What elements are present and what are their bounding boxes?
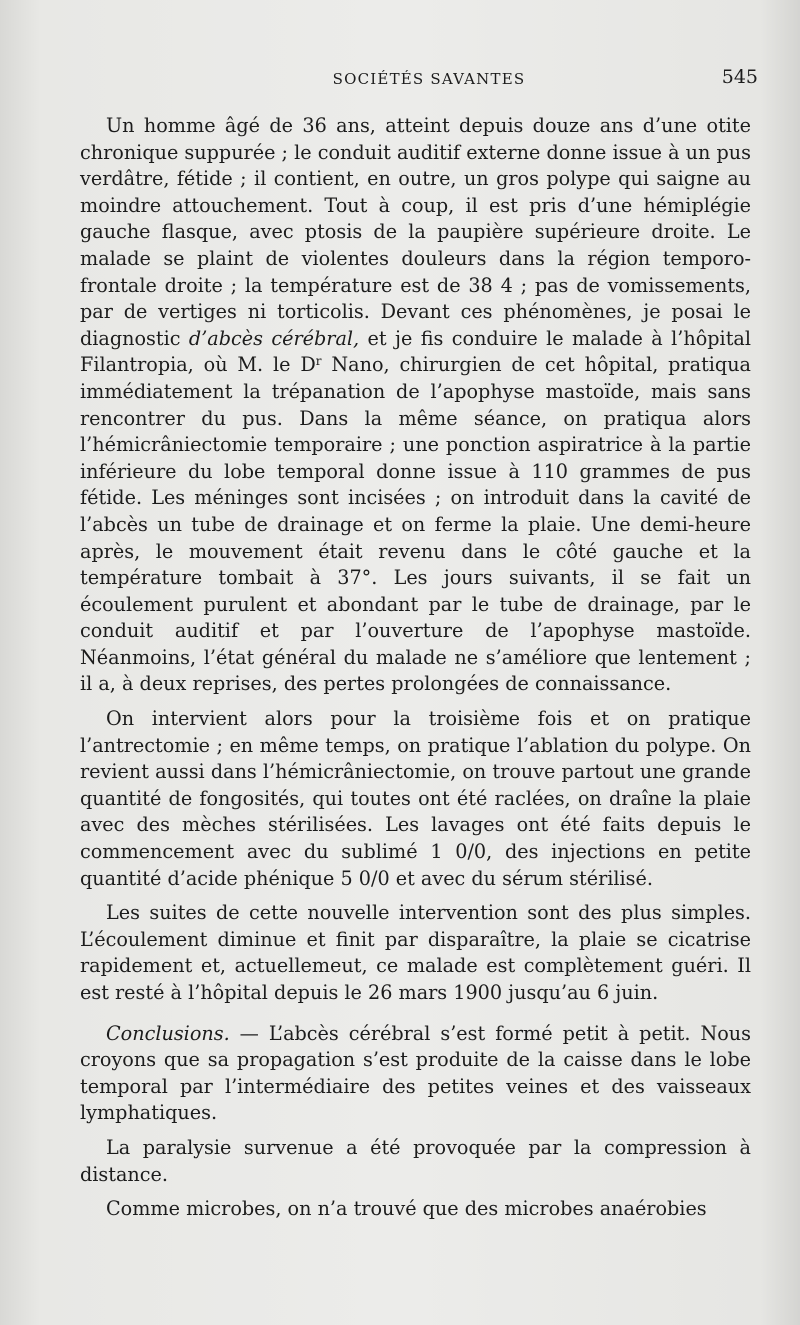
case-report-text-2: et je fis conduire le malade à l’hôpital Filantropia, où M. le D: [80, 326, 751, 377]
conclusions-heading: Conclusions.: [106, 1021, 230, 1045]
paragraph-paralysis: La paralysie survenue a été provoquée par la compression à distance.: [80, 1135, 751, 1186]
running-title: SOCIÉTÉS SAVANTES: [332, 70, 526, 88]
case-report-text-1: Un homme âgé de 36 ans, atteint depuis douze ans d’une otite chronique suppurée ; le conduit auditif externe donne issue à un pus verdâtre, fétide ; il contient, en outre, un gros polype qui saigne au moindre attouchement. Tout à coup, il est pris d’une hémiplégie gauche flasque, avec ptosis de la paupière supérieure droite. Le malade se plaint de violentes douleurs dans la région temporo-frontale droite ; la température est de 38 4 ; pas de vomissements, par de vertiges ni torticolis. Devant ces phénomènes, je posai le diagnostic: [80, 114, 751, 350]
paragraph-third-intervention: On intervient alors pour la troisième fois et on pratique l’antrectomie ; en même temps, on pratique l’ablation du polype. On revient aussi dans l’hémicrâniectomie, on trouve partout une grande quantité de fongosités, qui toutes ont été raclées, on draîne la plaie avec des mèches stérilisées. Les lavages ont été faits depuis le commencement avec du sublimé 1 0/0, des injections en petite quantité d’acide phénique 5 0/0 et avec du sérum stérilisé.: [80, 707, 751, 890]
page-body: [80, 113, 751, 1223]
doctor-superscript: r: [315, 354, 322, 369]
page-number: 545: [721, 66, 758, 88]
paragraph-case-report: [80, 113, 751, 698]
paragraph-outcome: Les suites de cette nouvelle intervention sont des plus simples. L’écoulement diminue et finit par disparaître, la plaie se cicatrise rapidement et, actuellemeut, ce malade est complètement guéri. Il est resté à l’hôpital depuis le 26 mars 1900 jusqu’au 6 juin.: [80, 901, 751, 1004]
paragraph-conclusions: [80, 1021, 751, 1127]
conclusions-text: — L’abcès cérébral s’est formé petit à petit. Nous croyons que sa propagation s’est produite de la caisse dans le lobe temporal par l’intermédiaire des petites veines et des vaisseaux lymphatiques.: [80, 1021, 751, 1125]
page-header: [80, 66, 758, 100]
diagnosis-italic: d’abcès cérébral,: [188, 326, 360, 350]
case-report-text-3: Nano, chirurgien de cet hôpital, pratiqua immédiatement la trépanation de l’apophyse mastoïde, mais sans rencontrer du pus. Dans la même séance, on pratiqua alors l’hémicrâniectomie temporaire ; une ponction aspiratrice à la partie inférieure du lobe temporal donne issue à 110 grammes de pus fétide. Les méninges sont incisées ; on introduit dans la cavité de l’abcès un tube de drainage et on ferme la plaie. Une demi-heure après, le mouvement était revenu dans le côté gauche et la température tombait à 37°. Les jours suivants, il se fait un écoulement purulent et abondant par le tube de drainage, par le conduit auditif et par l’ouverture de l’apophyse mastoïde. Néanmoins, l’état général du malade ne s’améliore que lentement ; il a, à deux reprises, des pertes prolongées de connaissance.: [80, 353, 751, 696]
paragraph-microbes: Comme microbes, on n’a trouvé que des microbes anaérobies: [106, 1197, 707, 1221]
